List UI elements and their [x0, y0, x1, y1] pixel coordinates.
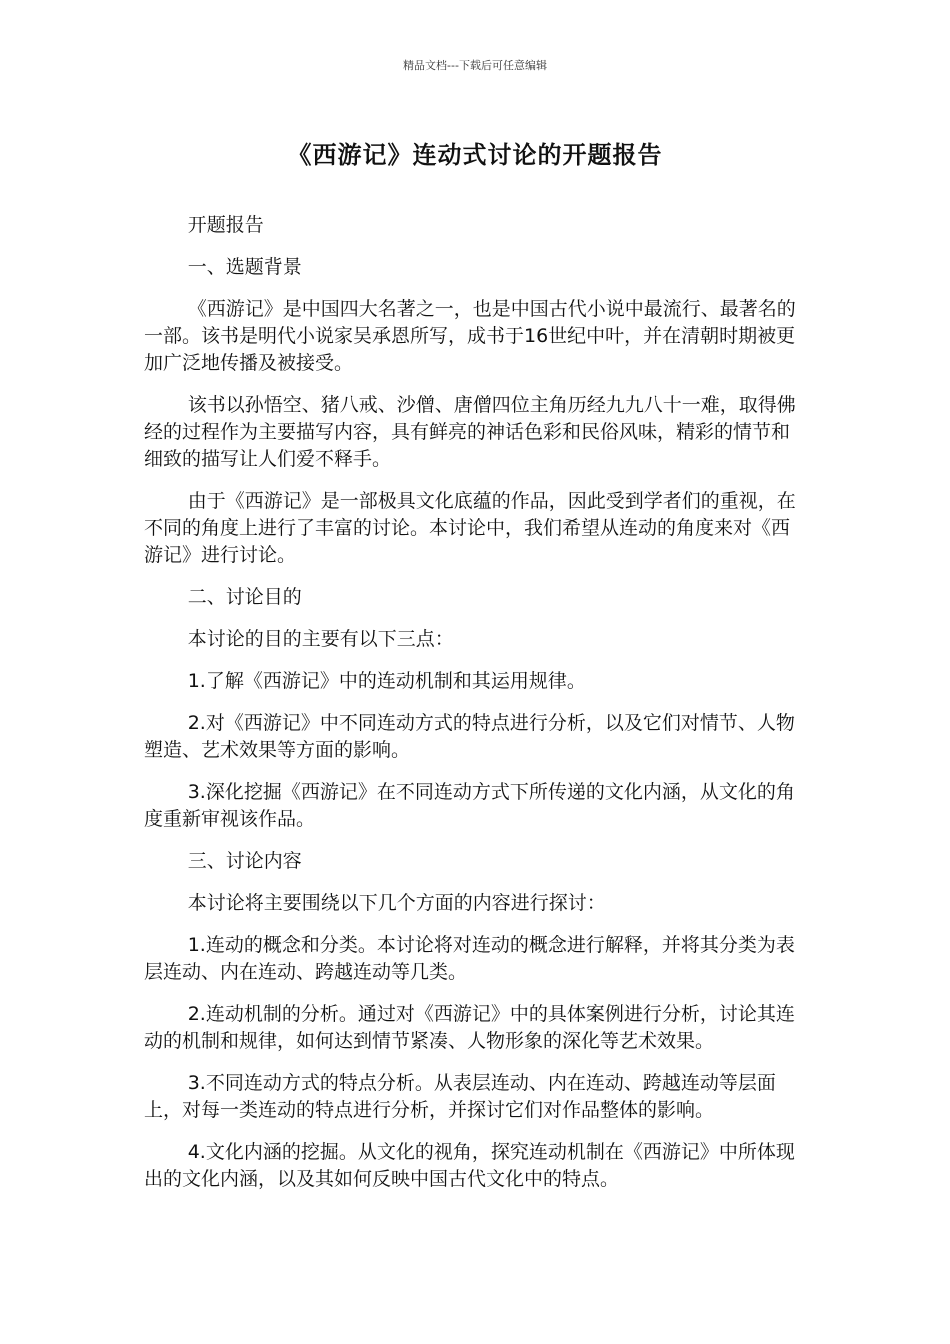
list-item: 2.对《西游记》中不同连动方式的特点进行分析，以及它们对情节、人物塑造、艺术效果等方面的影响。 [144, 712, 795, 761]
list-item: 1.了解《西游记》中的连动机制和其运用规律。 [187, 670, 586, 692]
section-label-report: 开题报告 [187, 214, 264, 236]
section-heading-purpose: 二、讨论目的 [187, 586, 302, 608]
paragraph: 该书以孙悟空、猪八戒、沙僧、唐僧四位主角历经九九八十一难，取得佛经的过程作为主要描写内容，具有鲜亮的神话色彩和民俗风味，精彩的情节和细致的描写让人们爱不释手。 [144, 394, 796, 470]
list-item: 2.连动机制的分析。通过对《西游记》中的具体案例进行分析，讨论其连动的机制和规律，如何达到情节紧凑、人物形象的深化等艺术效果。 [144, 1003, 795, 1052]
section-heading-content: 三、讨论内容 [187, 850, 302, 872]
document-body [144, 212, 806, 1208]
page-header: 精品文档---下载后可任意编辑 [403, 59, 547, 72]
list-item: 4.文化内涵的挖掘。从文化的视角，探究连动机制在《西游记》中所体现出的文化内涵，以及其如何反映中国古代文化中的特点。 [144, 1141, 795, 1190]
paragraph: 由于《西游记》是一部极具文化底蕴的作品，因此受到学者们的重视，在不同的角度上进行了丰富的讨论。本讨论中，我们希望从连动的角度来对《西游记》进行讨论。 [144, 490, 796, 566]
list-item: 3.深化挖掘《西游记》在不同连动方式下所传递的文化内涵，从文化的角度重新审视该作品。 [144, 781, 795, 830]
document-title: 《西游记》连动式讨论的开题报告 [287, 141, 663, 169]
paragraph: 本讨论的目的主要有以下三点： [187, 628, 454, 650]
list-item: 1.连动的概念和分类。本讨论将对连动的概念进行解释，并将其分类为表层连动、内在连动、跨越连动等几类。 [144, 934, 795, 983]
list-item: 3.不同连动方式的特点分析。从表层连动、内在连动、跨越连动等层面上，对每一类连动的特点进行分析，并探讨它们对作品整体的影响。 [144, 1072, 776, 1121]
paragraph: 《西游记》是中国四大名著之一，也是中国古代小说中最流行、最著名的一部。该书是明代小说家吴承恩所写，成书于16世纪中叶，并在清朝时期被更加广泛地传播及被接受。 [144, 298, 796, 374]
section-heading-background: 一、选题背景 [187, 256, 302, 278]
paragraph: 本讨论将主要围绕以下几个方面的内容进行探讨： [187, 892, 606, 914]
